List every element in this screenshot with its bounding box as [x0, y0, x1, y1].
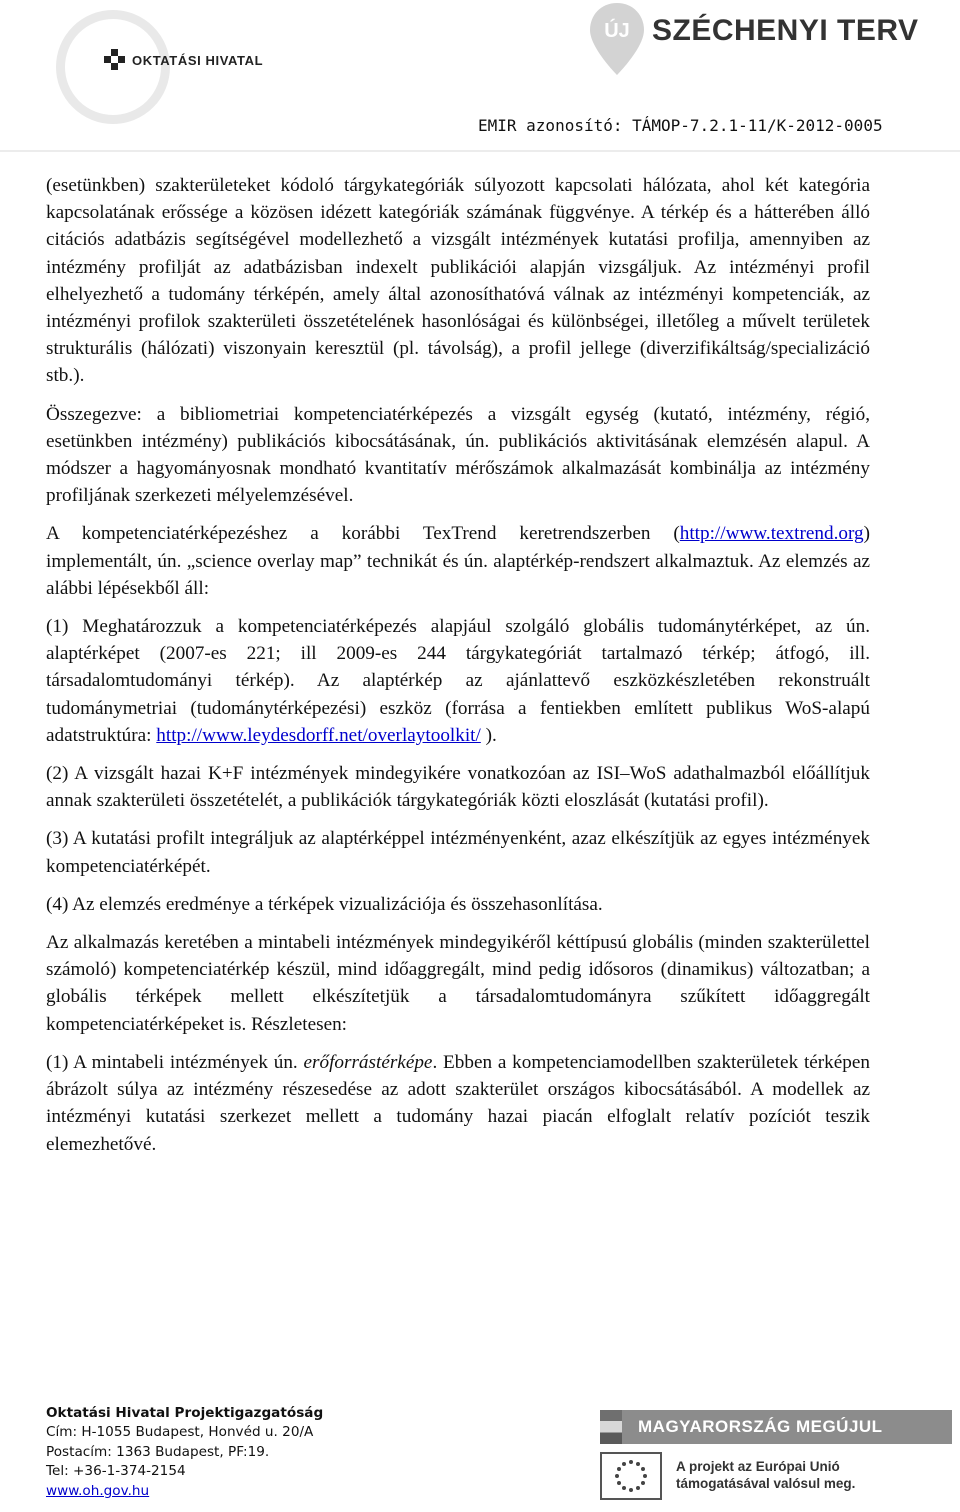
oktatasi-hivatal-logo-text: OKTATÁSI HIVATAL [132, 52, 264, 68]
footer-org-name: Oktatási Hivatal Projektigazgatóság [46, 1405, 324, 1421]
paragraph-text: A kompetenciatérképezéshez a korábbi TexTrend keretrendszerben ( [46, 523, 680, 545]
paragraph-textrend [46, 520, 870, 602]
footer-website-link[interactable]: www.oh.gov.hu [46, 1482, 150, 1499]
paragraph-step-2: (2) A vizsgált hazai K+F intézmények mindegyikére vonatkozóan az ISI–WoS adathalmazból előállítjuk annak szakterületi összetételét, a publikációk tárgykategóriák közti eloszlását (kutatási profil). [46, 763, 870, 812]
hungarian-flag-icon [600, 1410, 622, 1444]
paragraph-application: Az alkalmazás keretében a mintabeli intézmények mindegyikéről kéttípusú globális (minden szakterülettel számoló) kompetenciatérkép készül, mind időaggregált, mind pedig idősoros (dinamikus) változatban; a globális térképek mellett elkészítetjük a társadalomtudományra szűkített időaggregált kompetenciatérképeket is. Részletesen: [46, 932, 870, 1035]
textrend-link[interactable]: http://www.textrend.org [679, 523, 864, 545]
page-header [0, 0, 960, 152]
emir-identifier: EMIR azonosító: TÁMOP-7.2.1-11/K-2012-0005 [478, 116, 883, 135]
eu-support-line-2: támogatásával valósul meg. [676, 1476, 856, 1491]
eu-stars-icon [602, 1454, 660, 1498]
szechenyi-terv-logo-text: SZÉCHENYI TERV [652, 14, 919, 47]
paragraph-step-4: (4) Az elemzés eredménye a térképek vizualizációja és összehasonlítása. [46, 893, 603, 915]
eu-support-line-1: A projekt az Európai Unió [676, 1459, 840, 1474]
banner-text: MAGYARORSZÁG MEGÚJUL [638, 1417, 883, 1436]
paragraph-text: ). [480, 724, 497, 746]
footer-address: Cím: H-1055 Budapest, Honvéd u. 20/A [46, 1424, 314, 1441]
oktatasi-hivatal-mark-icon [104, 49, 126, 71]
paragraph-text: . Ebben a kompetenciamodellben szakterületek térképen ábrázolt súlya az intézmény részesedése az adott szakterület országos kibocsátásából. A modellek az intézményi kutatási szerkezet mellett a tudomány hazai piacán elfoglalt relatív pozíciót teszik elemezhetővé. [46, 1051, 870, 1155]
eu-support-text [676, 1458, 855, 1492]
emphasized-term: erőforrástérképe [303, 1051, 433, 1073]
oktatasi-hivatal-logo [104, 49, 263, 71]
paragraph-step-1 [46, 613, 870, 749]
paragraph-text: (1) Meghatározzuk a kompetenciatérképezés alapjául szolgáló globális tudománytérképet, az ún. alaptérképet (2007-es 221; ill 2009-es 244 tárgykategóriát tartalmazó térkép; átfogó, ill. társadalomtudományi térkép). Az alaptérkép az ajánlattevő eszközkészletében rekonstruált tudománymetriai (tudománytérképezési) eszköz (forrása a fentiekben említett publikus WoS-alapú adatstruktúra: [46, 616, 870, 746]
paragraph-text: (1) A mintabeli intézmények ún. [46, 1051, 304, 1073]
uj-szechenyi-pin-icon [588, 1, 646, 77]
footer-postal: Postacím: 1363 Budapest, PF:19. [46, 1443, 270, 1460]
footer-contact [46, 1404, 446, 1501]
paragraph-text: ) implementált, ún. „science overlay map” technikát és ún. alaptérkép-rendszert alkalmaztuk. Az elemzés az alábbi lépésekből áll: [46, 523, 870, 599]
footer-phone: Tel: +36-1-374-2154 [46, 1463, 186, 1480]
paragraph-step-3: (3) A kutatási profilt integráljuk az alaptérképpel intézményenként, azaz elkészítjük az egyes intézmények kompetenciatérképét. [46, 828, 870, 877]
paragraph-resource-map [46, 1049, 870, 1158]
paragraph-summary: Összegezve: a bibliometriai kompetenciatérképezés a vizsgált egység (kutató, intézmény, régió, esetünkben intézmény) publikációs kibocsátásának, ún. publikációs aktivitásának elemzésén alapul. A módszer a hagyományosnak mondható kvantitatív mérőszámok alkalmazását kombinálja az intézmény profiljának szerkezeti mélyelemzésével. [46, 403, 870, 507]
leydesdorff-link[interactable]: http://www.leydesdorff.net/overlaytoolkit/ [156, 724, 481, 746]
eu-flag-icon [600, 1452, 662, 1500]
header-divider [0, 150, 960, 152]
uj-logo-text: ÚJ [604, 20, 630, 42]
magyarorszag-megujul-banner [600, 1410, 952, 1444]
document-body [46, 172, 870, 1169]
paragraph-citation-map: (esetünkben) szakterületeket kódoló tárgykategóriák súlyozott kapcsolati hálózata, ahol két kategória kapcsolatának erőssége a közösen idézett kategóriák számának függvénye. A térkép és a hátterében álló citációs adatbázis segítségével modellezhető a vizsgált intézmények kutatási profilja, amennyiben az intézmény profilját az adatbázisban indexelt publikációi alapján vizsgáljuk. Az intézményi profil elhelyezhető a tudomány térképén, amely által azonosíthatóvá válnak az intézményi kompetenciák, az intézményi profilok szakterületi összetételének hasonlóságai és különbségei, illetőleg a művelt területek strukturális (hálózati) viszonyain keresztül (pl. távolság), a profil jellege (diverzifikáltság/specializáció stb.). [46, 175, 870, 387]
